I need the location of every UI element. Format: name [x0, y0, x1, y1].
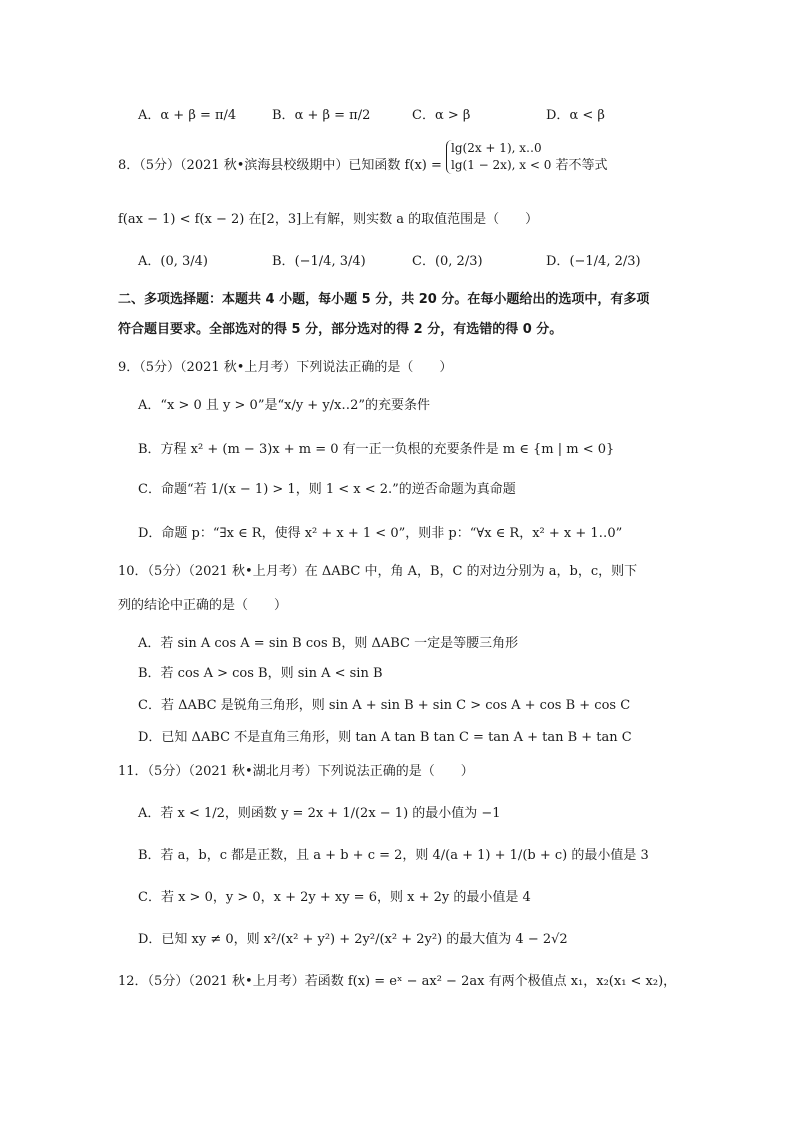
- q10-option-d[interactable]: D．已知 ΔABC 不是直角三角形，则 tan A tan B tan C = tan A + tan B + tan C: [138, 730, 632, 745]
- q10-stem-line-2: 列的结论中正确的是（ ）: [118, 598, 288, 613]
- q9-option-a[interactable]: A．“x > 0 且 y > 0”是“x/y + y/x‥2”的充要条件: [138, 398, 430, 413]
- q9-option-d[interactable]: D．命题 p：“∃x ∈ R，使得 x² + x + 1 < 0”，则非 p：“∀x ∈ R，x² + x + 1‥0”: [138, 526, 623, 541]
- q7-option-c[interactable]: C．α > β: [412, 108, 471, 123]
- q11-option-c[interactable]: C．若 x > 0，y > 0，x + 2y + xy = 6，则 x + 2y 的最小值是 4: [138, 890, 531, 905]
- q8-option-c[interactable]: C．(0, 2/3): [412, 254, 483, 269]
- q8-option-a[interactable]: A．(0, 3/4): [138, 254, 208, 269]
- q8-option-d[interactable]: D．(−1/4, 2/3): [546, 254, 641, 269]
- q8-case-2: lg(1 − 2x), x < 0: [451, 157, 552, 172]
- q9-stem: 9．（5分）（2021 秋•上月考）下列说法正确的是（ ）: [118, 360, 453, 375]
- q8-stem-line-2: f(ax − 1) < f(x − 2) 在[2，3]上有解，则实数 a 的取值范围是（ ）: [118, 212, 539, 227]
- q7-option-d[interactable]: D．α < β: [546, 108, 605, 123]
- q11-option-b[interactable]: B．若 a，b，c 都是正数，且 a + b + c = 2，则 4/(a + 1) + 1/(b + c) 的最小值是 3: [138, 848, 649, 863]
- q7-option-a[interactable]: A．α + β = π/4: [138, 108, 237, 123]
- q11-stem: 11．（5分）（2021 秋•湖北月考）下列说法正确的是（ ）: [118, 764, 474, 779]
- q11-option-a[interactable]: A．若 x < 1/2，则函数 y = 2x + 1/(2x − 1) 的最小值为 −1: [138, 806, 501, 821]
- q10-stem-line-1: 10．（5分）（2021 秋•上月考）在 ΔABC 中，角 A，B，C 的对边分别为 a，b，c，则下: [118, 564, 638, 579]
- q10-option-b[interactable]: B．若 cos A > cos B，则 sin A < sin B: [138, 666, 383, 681]
- q9-option-c[interactable]: C．命题“若 1/(x − 1) > 1，则 1 < x < 2.”的逆否命题为真命题: [138, 482, 516, 497]
- q8-case-1: lg(2x + 1), x‥0: [451, 140, 542, 155]
- q9-option-b[interactable]: B．方程 x² + (m − 3)x + m = 0 有一正一负根的充要条件是 m ∈ {m | m < 0}: [138, 442, 615, 457]
- q10-option-a[interactable]: A．若 sin A cos A = sin B cos B，则 ΔABC 一定是等腰三角形: [138, 636, 519, 651]
- q7-option-b[interactable]: B．α + β = π/2: [272, 108, 371, 123]
- q12-stem: 12．（5分）（2021 秋•上月考）若函数 f(x) = eˣ − ax² − 2ax 有两个极值点 x₁，x₂(x₁ < x₂)，: [118, 974, 677, 989]
- section-2-header-line-1: 二、多项选择题：本题共 4 小题，每小题 5 分，共 20 分。在每小题给出的选项中，有多项: [118, 292, 650, 307]
- q8-option-b[interactable]: B．(−1/4, 3/4): [272, 254, 366, 269]
- q10-option-c[interactable]: C．若 ΔABC 是锐角三角形，则 sin A + sin B + sin C > cos A + cos B + cos C: [138, 698, 631, 713]
- q8-stem: 8．（5分）（2021 秋•滨海县校级期中）已知函数 f(x) = lg(2x + 1), x‥0 lg(1 − 2x), x < 0 若不等式: [118, 140, 608, 173]
- q8-piecewise: [446, 140, 551, 174]
- q11-option-d[interactable]: D．已知 xy ≠ 0，则 x²/(x² + y²) + 2y²/(x² + 2y²) 的最大值为 4 − 2√2: [138, 932, 568, 947]
- section-2-header-line-2: 符合题目要求。全部选对的得 5 分，部分选对的得 2 分，有选错的得 0 分。: [118, 322, 563, 337]
